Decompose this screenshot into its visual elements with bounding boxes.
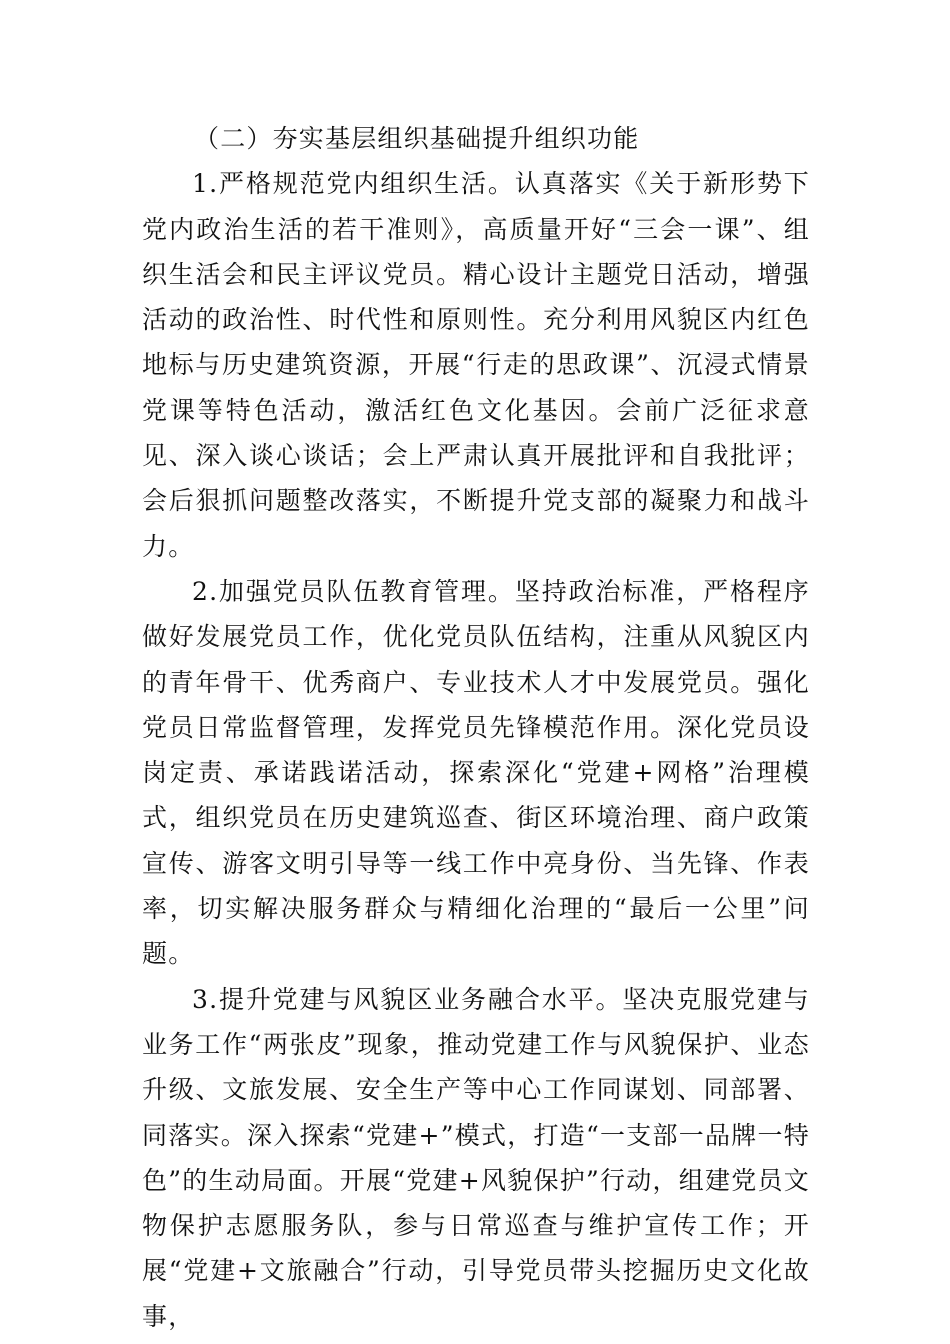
paragraph-organizational-life: 1.严格规范党内组织生活。认真落实《关于新形势下党内政治生活的若干准则》，高质量开好“三会一课”、组织生活会和民主评议党员。精心设计主题党日活动，增强活动的政治性、时代性和原则性。充分利用风貌区内红色地标与历史建筑资源，开展“行走的思政课”、沉浸式情景党课等特色活动，激活红色文化基因。会前广泛征求意见、深入谈心谈话；会上严肃认真开展批评和自我批评；会后狠抓问题整改落实，不断提升党支部的凝聚力和战斗力。 (142, 169, 810, 561)
paragraph-member-management: 2.加强党员队伍教育管理。坚持政治标准，严格程序做好发展党员工作，优化党员队伍结构，注重从风貌区内的青年骨干、优秀商户、专业技术人才中发展党员。强化党员日常监督管理，发挥党员先锋模范作用。深化党员设岗定责、承诺践诺活动，探索深化“党建+网格”治理模式，组织党员在历史建筑巡查、街区环境治理、商户政策宣传、游客文明引导等一线工作中亮身份、当先锋、作表率，切实解决服务群众与精细化治理的“最后一公里”问题。 (142, 576, 810, 969)
document-body (142, 116, 810, 1339)
section-heading: （二）夯实基层组织基础提升组织功能 (194, 124, 640, 153)
paragraph-business-integration: 3.提升党建与风貌区业务融合水平。坚决克服党建与业务工作“两张皮”现象，推动党建工作与风貌保护、业态升级、文旅发展、安全生产等中心工作同谋划、同部署、同落实。深入探索“党建+”模式，打造“一支部一品牌一特色”的生动局面。开展“党建+风貌保护”行动，组建党员文物保护志愿服务队，参与日常巡查与维护宣传工作；开展“党建+文旅融合”行动，引导党员带头挖掘历史文化故事， (142, 984, 810, 1331)
